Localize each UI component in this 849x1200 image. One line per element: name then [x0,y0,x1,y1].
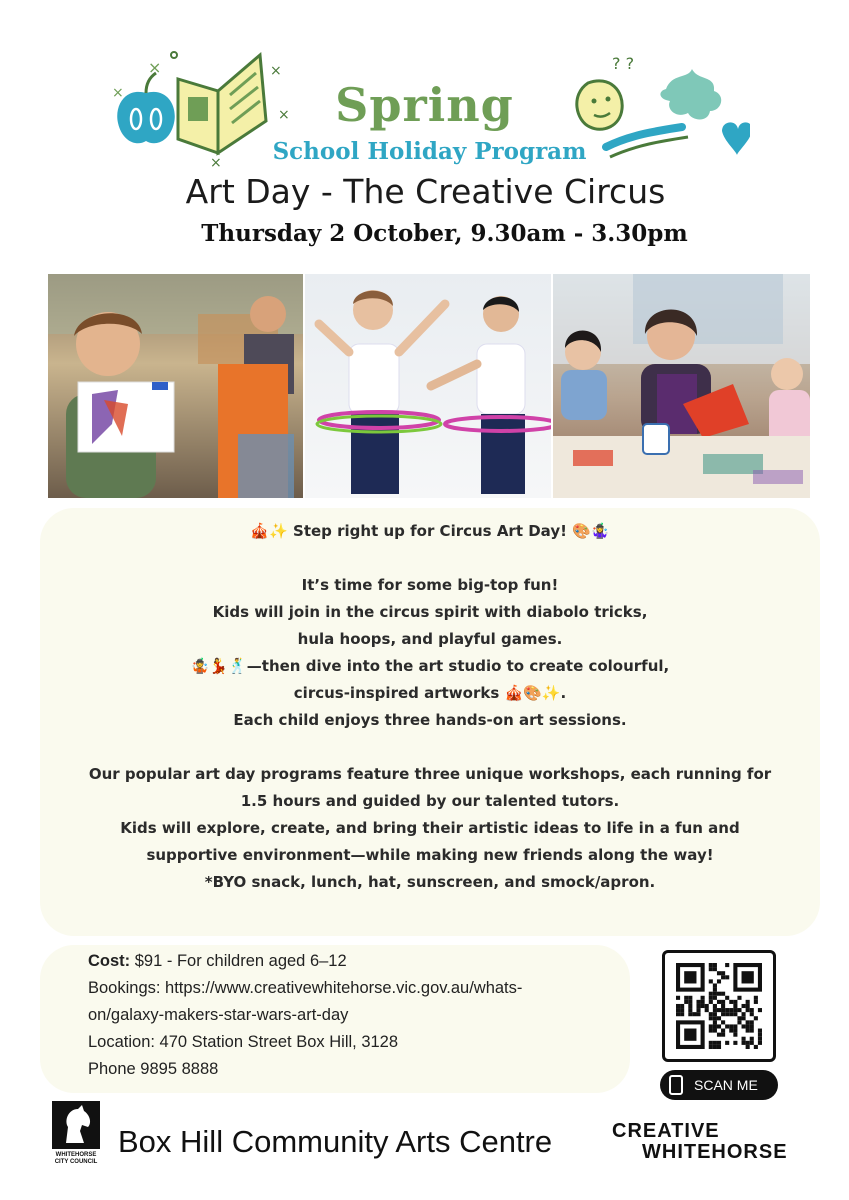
program-details-line: supportive environment—while making new friends along the way! [146,846,714,864]
description-artworks-line: circus-inspired artworks 🎪🎨✨. [40,680,820,707]
photo-child-drawing [48,274,303,498]
palette-juggler-icon: 🎨🤹‍♀️ [572,522,610,540]
qr-code[interactable] [662,950,776,1062]
photo-art-tutor [553,274,810,498]
event-date-time: Thursday 2 October, 9.30am - 3.30pm [201,220,688,247]
description-line: Kids will join in the circus spirit with diabolo tricks, [212,603,648,621]
program-details-line: Our popular art day programs feature three unique workshops, each running for [88,765,772,783]
title-spring: Spring [335,78,514,132]
svg-text:×: × [278,107,290,123]
description-heading [40,518,820,545]
horse-head-icon [52,1101,100,1149]
council-name: WHITEHORSE CITY COUNCIL [54,1152,98,1165]
juggler-dancer-icon: 🤹💃🕺 [190,657,247,675]
location-row: Location: 470 Station Street Box Hill, 3128 [88,1033,399,1051]
circus-palette-sparkles-icon: 🎪🎨✨ [504,684,561,702]
svg-text:×: × [148,58,162,77]
description-studio-line: 🤹💃🕺—then dive into the art studio to create colourful, [40,653,820,680]
svg-text:×: × [270,63,282,79]
qr-code-icon [675,963,763,1049]
photo-hula-hoops [303,274,553,498]
cost-row: Cost: $91 - For children aged 6–12 [88,952,347,970]
circus-tent-sparkles-icon: 🎪✨ [250,522,288,540]
svg-text:×: × [210,155,222,171]
byo-line: *BYO snack, lunch, hat, sunscreen, and smock/apron. [204,873,656,891]
description-line: It’s time for some big-top fun! [301,576,559,594]
svg-text:×: × [112,85,124,101]
svg-text:? ?: ? ? [612,54,635,73]
arts-centre-name: Box Hill Community Arts Centre [118,1124,553,1159]
phone-row[interactable]: Phone 9895 8888 [88,1060,219,1078]
description-heading-text: Step right up for Circus Art Day! [293,522,567,540]
program-details-line: 1.5 hours and guided by our talented tutors. [240,792,620,810]
scan-me-badge[interactable]: SCAN ME [660,1070,778,1100]
bookings-link[interactable]: Bookings: https://www.creativewhitehorse.vic.gov.au/whats- [88,979,523,997]
booking-info [88,948,608,1083]
bookings-link-cont[interactable]: on/galaxy-makers-star-wars-art-day [88,1006,349,1024]
description [40,518,820,896]
creative-whitehorse-logo: CREATIVE WHITEHORSE [612,1120,788,1163]
description-line: hula hoops, and playful games. [297,630,563,648]
phone-icon [669,1075,683,1095]
title-program: School Holiday Program [272,138,587,165]
program-details-line: Kids will explore, create, and bring their artistic ideas to life in a fun and [120,819,740,837]
event-title: Art Day - The Creative Circus [185,172,666,211]
photo-strip [48,274,810,498]
description-line: Each child enjoys three hands-on art sessions. [233,711,627,729]
whitehorse-council-logo [52,1101,100,1149]
